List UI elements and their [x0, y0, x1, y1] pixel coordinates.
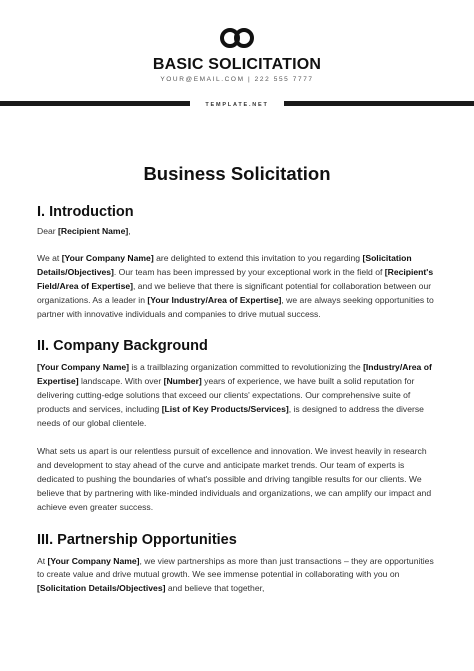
intro-paragraph: We at [Your Company Name] are delighted to extend this invitation to you regarding [Solicitation Details/Objectives]. Our team has been impressed by your exceptional work in the field of [Recipient's Field/Area of Expertise], and we believe that there is significant potential for collaboration between our organizations. As a leader in [Your Industry/Area of Expertise], we are always seeking opportunities to partner with innovative individuals and companies to drive mutual success.: [37, 252, 434, 319]
header-rule-left: [0, 101, 190, 106]
partnership-paragraph: At [Your Company Name], we view partnerships as more than just transactions – they are opportunities to create value and drive mutual growth. We see immense potential in collaborating with you on [Solicitation Details/Objectives] and believe that together,: [37, 555, 434, 594]
site-label: TEMPLATE.NET: [205, 102, 269, 108]
interlocking-rings-icon: [218, 27, 256, 49]
background-paragraph-1: [Your Company Name] is a trailblazing organization committed to revolutionizing the [Industry/Area of Expertise] landscape. With over [Number] years of experience, we have built a solid reputation for delivering cutting-edge solutions that exceed our clients' expectations. Our comprehensive suite of products and services, including [List of Key Products/Services], is designed to address the diverse needs of our global clientele.: [37, 362, 432, 429]
section-heading-introduction: I. Introduction: [37, 204, 134, 220]
document-body: [37, 200, 437, 596]
brand-title: BASIC SOLICITATION: [152, 56, 322, 73]
header-rule-right: [284, 101, 474, 106]
contact-line: YOUR@EMAIL.COM | 222 555 7777: [160, 76, 314, 83]
section-heading-company-background: II. Company Background: [37, 338, 208, 355]
background-paragraph-2: What sets us apart is our relentless pursuit of excellence and innovation. We invest heavily in research and development to stay ahead of the curve and anticipate market trends. Our team of experts is dedicated to pushing the boundaries of what's possible and driving tangible results for our clients. We believe that by partnering with like-minded individuals and organizations, we can amplify our impact and achieve even greater success.: [37, 445, 432, 512]
section-heading-partnership-opportunities: III. Partnership Opportunities: [37, 531, 237, 548]
salutation: Dear [Recipient Name],: [37, 226, 131, 236]
document-title: Business Solicitation: [143, 163, 331, 184]
